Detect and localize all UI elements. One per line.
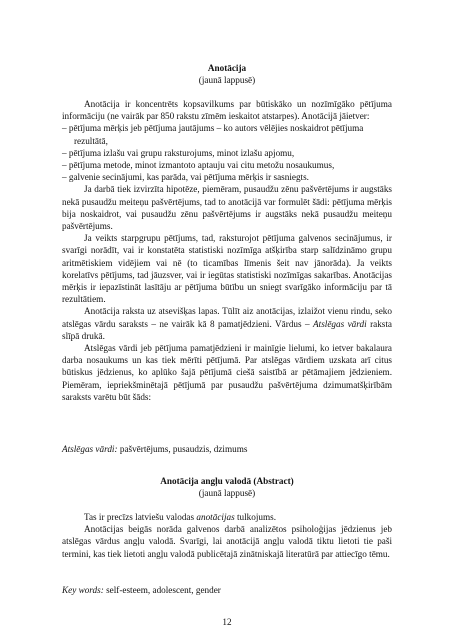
keywords-en-value: self-esteem, adolescent, gender: [103, 585, 221, 595]
hypothesis-paragraph: Ja darbā tiek izvirzīta hipotēze, piemēram, pusaudžu zēnu pašvērtējums ir augstāks nekā pusaudžu meiteņu pašvērtējums, tad to anotācijā var formulēt šādi: pētījuma mērķis bija noskaidrot, vai pusaudžu zēnu pašvērtējums ir augstāks nekā pusaudžu meiteņu pašvērtējums.: [62, 184, 392, 232]
layout-paragraph: [62, 305, 392, 342]
translation-text-a: Tas ir precīzs latviešu valodas: [84, 512, 197, 522]
intro-paragraph: Anotācija ir koncentrēts kopsavilkums par būtiskāko un nozīmīgāko pētījuma informāciju (ne vairāk par 850 rakstu zīmēm ieskaitot atstarpes). Anotācijā jāietver:: [62, 99, 392, 122]
keywords-explanation-paragraph: Atslēgas vārdi jeb pētījuma pamatjēdzieni ir mainīgie lielumi, ko ietver bakalaura darba nosaukums un kas tiek mērīti pētījumā. Par atslēgas vārdiem uzskata arī citus būtiskus jēdzienus, ko aplūko šajā pētījumā ciešā saistībā ar pētāmajiem jēdzieniem. Piemēram, iepriekšminētajā pētījumā par pusaudžu pašvērtējuma dzimumatšķirībām saraksts varētu būt šāds:: [62, 343, 392, 402]
terms-paragraph: Anotācijas beigās norāda galvenos darbā analizētos psiholoģijas jēdzienus jeb atslēgas vārdus angļu valodā. Svarīgi, lai anotācijā angļu valodā tiktu lietoti tie paši termini, kas tiek lietoti angļu valodā publicētajā zinātniskajā literatūrā par attiecīgo tēmu.: [62, 524, 392, 559]
section-subtitle-abstract: (jaunā lappusē): [198, 488, 256, 498]
section-title-abstract: Anotācija angļu valodā (Abstract): [160, 476, 294, 486]
keywords-en-line: [62, 584, 392, 596]
keywords-value: pašvērtējums, pusaudzis, dzimums: [117, 444, 248, 454]
list-item: – pētījuma izlašu vai grupu raksturojums, minot izlašu apjomu,: [62, 147, 392, 159]
translation-paragraph: [62, 511, 392, 523]
annotation-body: [62, 98, 392, 403]
study-type-paragraph: Ja veikts starpgrupu pētījums, tad, raksturojot pētījuma galvenos secinājumus, ir svarīgi norādīt, vai ir konstatēta statistiski nozīmīga atšķirība starp salīdzināmo grupu aritmētiskiem vidējiem vai nē (to ticamības līmenis šeit nav jānorāda). Ja veikts korelatīvs pētījums, tad jāuzsver, vai ir iegūtas statistiski nozīmīgas sakarības. Anotācijas mērķis ir iepazīstināt lasītāju ar pētījuma būtību un sniegt svarīgāko informāciju par tā rezultātiem.: [62, 233, 392, 305]
list-item: – galvenie secinājumi, kas parāda, vai pētījuma mērķis ir sasniegts.: [62, 171, 392, 183]
translation-text-italic: anotācijas: [196, 512, 235, 522]
keywords-en-label: Key words:: [62, 585, 104, 595]
translation-text-b: tulkojums.: [234, 512, 277, 522]
section-title-annotation: Anotācija: [207, 63, 247, 73]
section-subtitle-annotation: (jaunā lappusē): [198, 75, 256, 85]
requirements-list: [62, 122, 392, 183]
list-item: – pētījuma metode, minot izmantoto aptauju vai citu metožu nosaukumus,: [62, 159, 392, 171]
layout-text-b: raksta slīpā drukā.: [62, 318, 393, 341]
keywords-label: Atslēgas vārdi:: [62, 444, 118, 454]
list-item: – pētījuma mērķis jeb pētījuma jautājums – ko autors vēlējies noskaidrot pētījuma rezultātā,: [62, 122, 392, 146]
layout-text-italic: Atslēgas vārdi: [313, 318, 367, 329]
keywords-line: [62, 443, 392, 455]
abstract-body: [62, 511, 392, 560]
page-number: 12: [222, 617, 232, 627]
layout-text-a: Anotācija raksta uz atsevišķas lapas. Tūlīt aiz anotācijas, izlaižot vienu rindu, seko atslēgas vārdu saraksts – ne vairāk kā 8 pamatjēdzieni. Vārdus –: [62, 306, 392, 329]
